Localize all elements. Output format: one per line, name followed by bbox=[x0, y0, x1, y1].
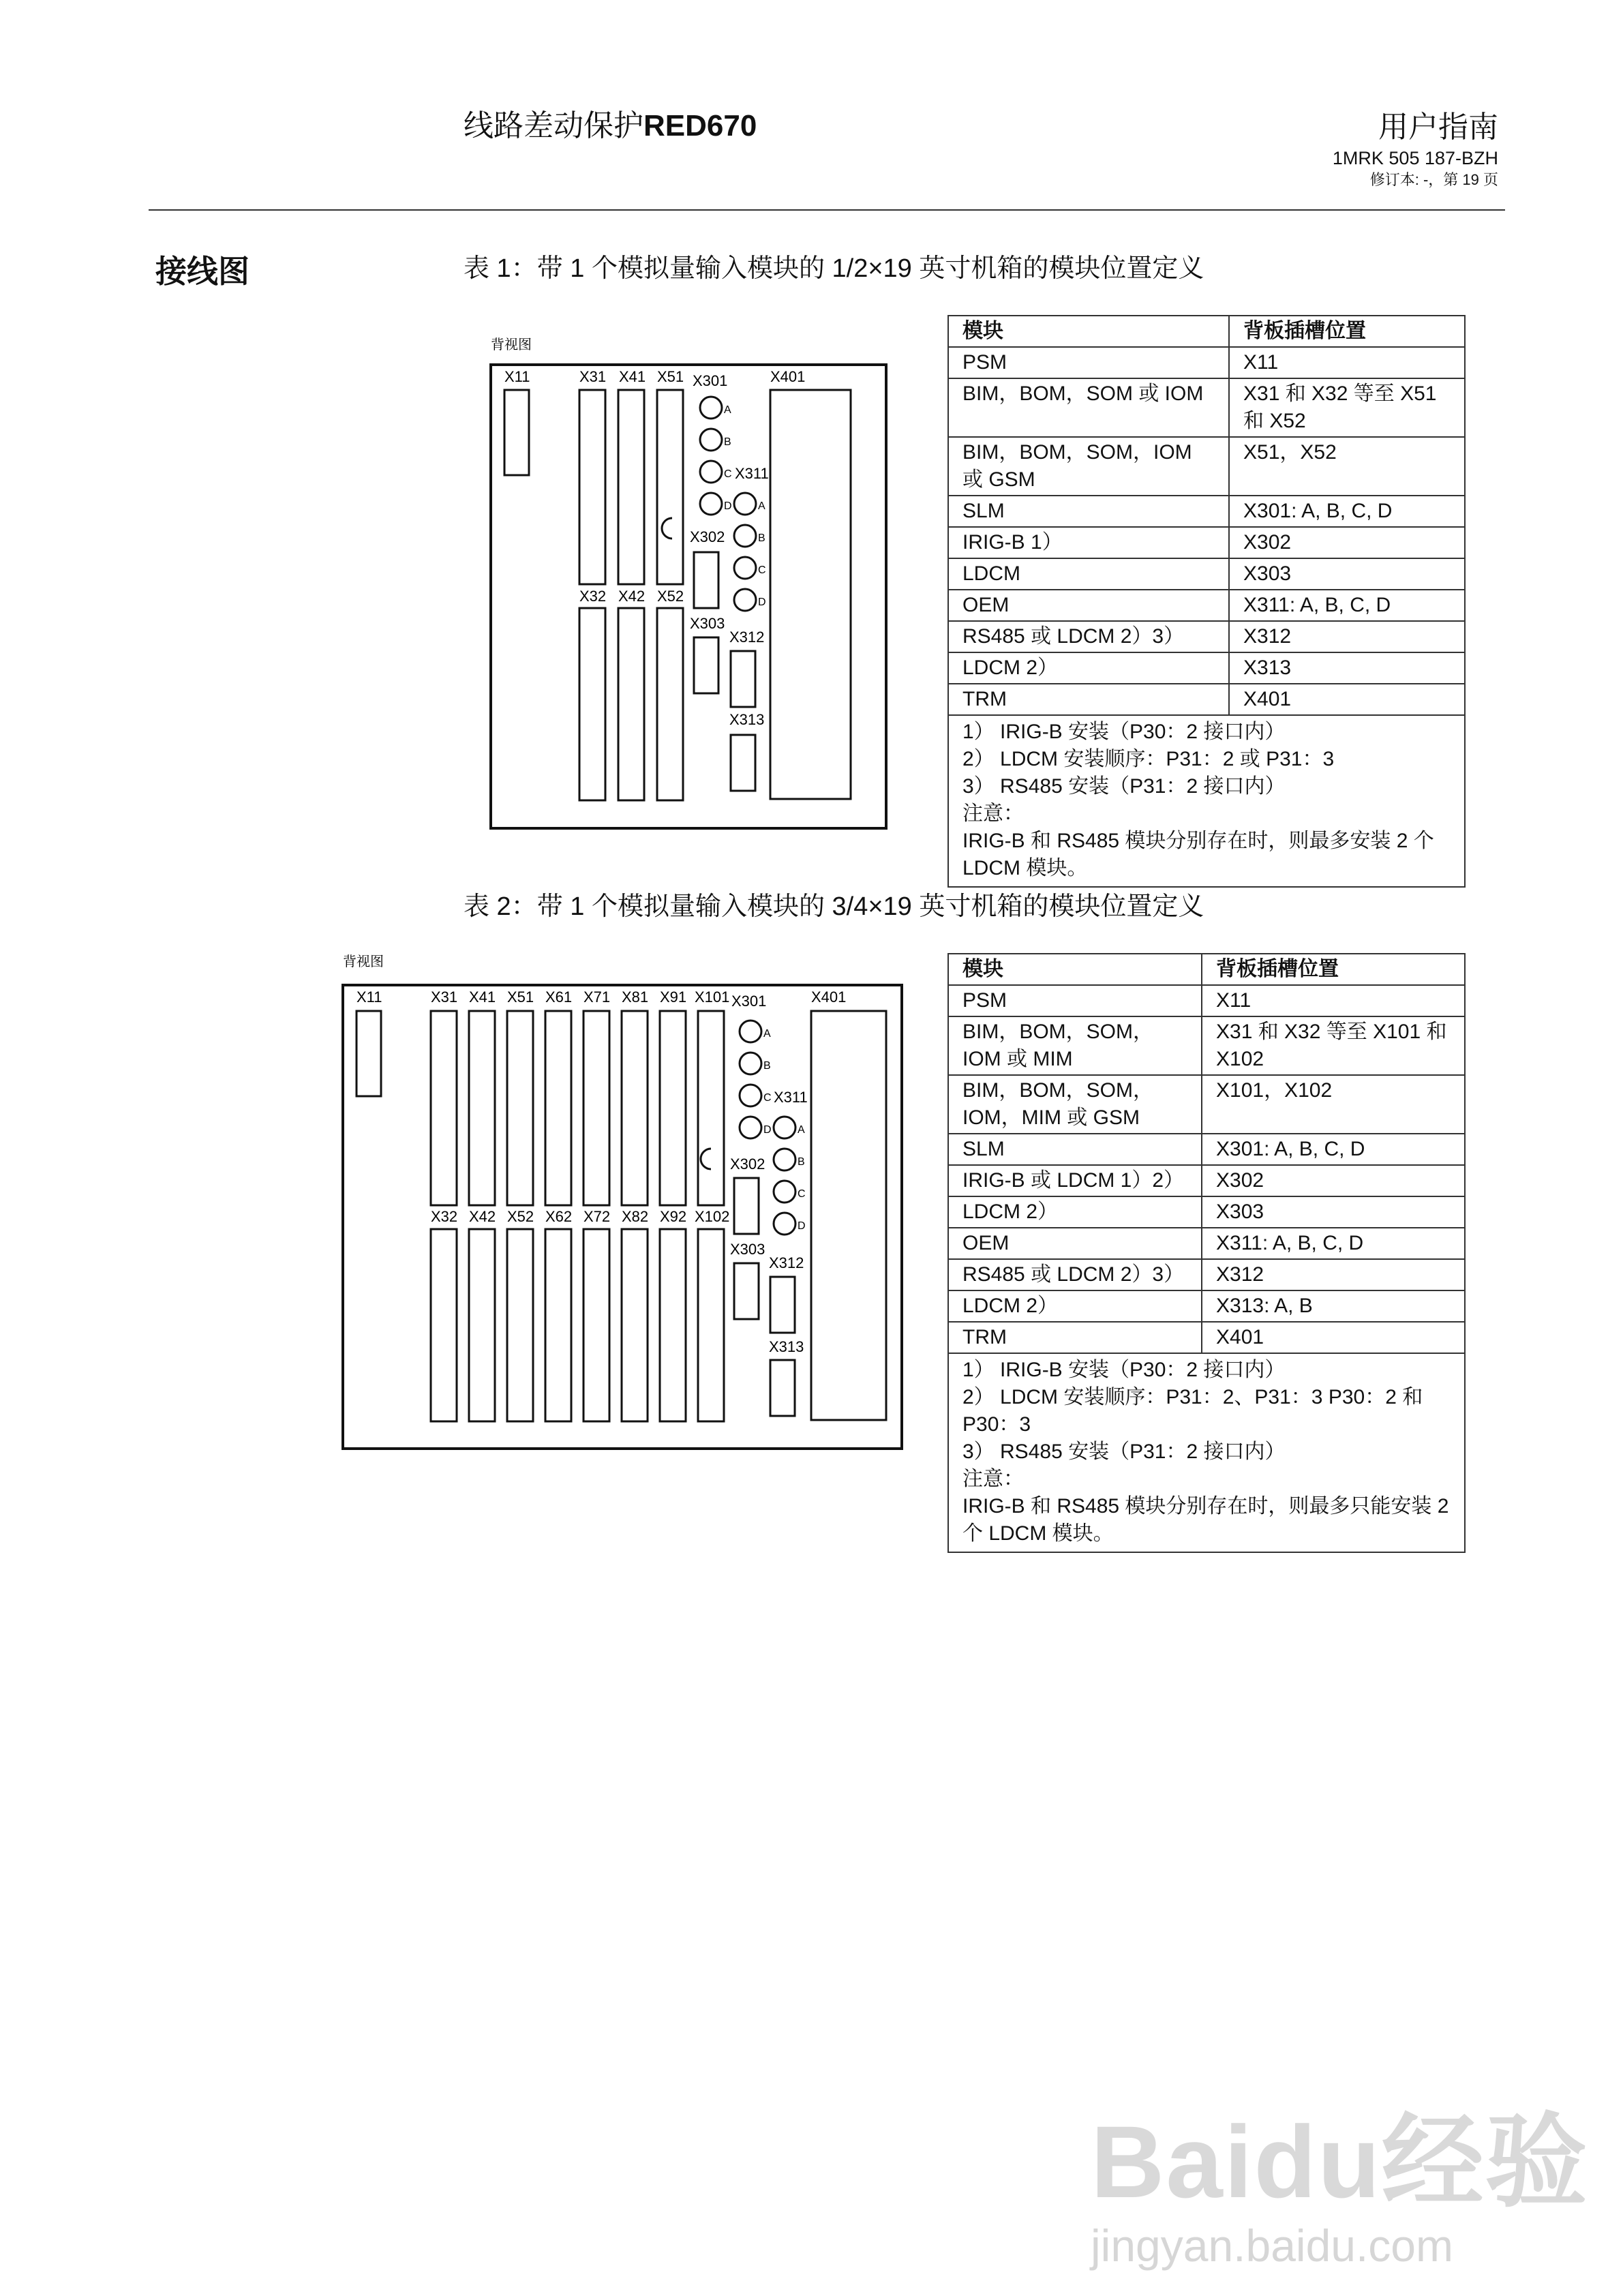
title-model: RED670 bbox=[643, 109, 757, 142]
table-cell: BIM，BOM，SOM，IOM 或 MIM bbox=[948, 1016, 1202, 1075]
slot-label: X91 bbox=[660, 988, 687, 1006]
slot-x302 bbox=[694, 552, 718, 608]
table1 bbox=[947, 315, 1466, 888]
table-row bbox=[948, 527, 1465, 558]
rear-view-label: 背视图 bbox=[343, 954, 384, 969]
table-cell: LDCM 2） bbox=[948, 652, 1229, 684]
table-cell: SLM bbox=[948, 1134, 1202, 1165]
slot-x312 bbox=[731, 651, 755, 707]
slot-label: X11 bbox=[504, 368, 530, 385]
slot-label: X72 bbox=[583, 1208, 611, 1225]
slot-label: X311 bbox=[735, 465, 769, 482]
slot-label: X313 bbox=[729, 711, 765, 728]
slot-label: X52 bbox=[657, 588, 684, 605]
slot-x401 bbox=[770, 390, 851, 799]
slot-x102 bbox=[698, 1229, 724, 1421]
slot-x41 bbox=[469, 1011, 495, 1205]
slot-label: X312 bbox=[729, 629, 765, 646]
slot-label: X102 bbox=[695, 1208, 730, 1225]
slot-label: X81 bbox=[622, 988, 649, 1006]
table-row bbox=[948, 1165, 1465, 1196]
revision-page: 修订本: -，第 19 页 bbox=[1369, 171, 1498, 188]
table-row bbox=[948, 1259, 1465, 1290]
table-cell: X401 bbox=[1202, 1322, 1465, 1353]
slot-label: X302 bbox=[690, 528, 725, 545]
circle-label: D bbox=[763, 1124, 772, 1136]
header-right bbox=[1333, 109, 1498, 190]
table-cell: X31 和 X32 等至 X51 和 X52 bbox=[1229, 378, 1465, 437]
note-text: IRIG-B 和 RS485 模块分别存在时，则最多只能安装 2 个 LDCM 模块。 bbox=[962, 1495, 1449, 1545]
table-cell: X312 bbox=[1229, 621, 1465, 652]
table-cell: X11 bbox=[1202, 985, 1465, 1016]
slot-x82 bbox=[622, 1229, 648, 1421]
table-row bbox=[948, 621, 1465, 652]
slot-label: X101 bbox=[695, 988, 730, 1006]
table-cell: X11 bbox=[1229, 347, 1465, 378]
slot-label: X312 bbox=[769, 1254, 804, 1271]
slot-x312 bbox=[770, 1277, 795, 1333]
slot-x31 bbox=[579, 390, 605, 584]
notes-row bbox=[948, 1353, 1465, 1552]
table-row bbox=[948, 1016, 1465, 1075]
slot-label: X32 bbox=[431, 1208, 458, 1225]
footnote: 2） LDCM 安装顺序：P31：2、P31：3 P30：2 和 P30：3 bbox=[962, 1386, 1423, 1436]
table-cell: X31 和 X32 等至 X101 和 X102 bbox=[1202, 1016, 1465, 1075]
circle-label: C bbox=[758, 564, 766, 576]
rear-view-diagram-1 bbox=[477, 334, 913, 839]
circle-label: C bbox=[724, 468, 732, 480]
user-guide-label: 用户指南 bbox=[1378, 110, 1498, 144]
slot-label: X62 bbox=[545, 1208, 573, 1225]
slot-label: X302 bbox=[730, 1155, 765, 1173]
slot-x42 bbox=[618, 608, 644, 800]
table-cell: X101，X102 bbox=[1202, 1075, 1465, 1134]
slot-label: X51 bbox=[657, 368, 684, 385]
rear-view-diagram-2 bbox=[337, 951, 917, 1462]
title-prefix: 线路差动保护 bbox=[464, 109, 643, 142]
slot-label: X82 bbox=[622, 1208, 649, 1225]
table-cell: RS485 或 LDCM 2）3） bbox=[948, 621, 1229, 652]
slot-label: X301 bbox=[693, 372, 728, 389]
slot-label: X301 bbox=[731, 993, 767, 1010]
circle-label: A bbox=[763, 1028, 771, 1040]
footnote: 3） RS485 安装（P31：2 接口内） bbox=[962, 775, 1286, 798]
slot-x101 bbox=[698, 1011, 724, 1205]
table-row bbox=[948, 1196, 1465, 1228]
slot-x81 bbox=[622, 1011, 648, 1205]
slot-label: X52 bbox=[507, 1208, 534, 1225]
footnote: 3） RS485 安装（P31：2 接口内） bbox=[962, 1440, 1286, 1463]
header-divider bbox=[149, 209, 1505, 211]
baidu-watermark bbox=[1091, 2079, 1589, 2271]
circle-label: A bbox=[758, 500, 765, 512]
slot-x91 bbox=[660, 1011, 686, 1205]
slot-label: X41 bbox=[619, 368, 646, 385]
table-row bbox=[948, 378, 1465, 437]
slot-label: X51 bbox=[507, 988, 534, 1006]
slot-label: X11 bbox=[357, 988, 382, 1006]
slot-x92 bbox=[660, 1229, 686, 1421]
table-row bbox=[948, 652, 1465, 684]
slot-label: X41 bbox=[469, 988, 496, 1006]
table2 bbox=[947, 953, 1466, 1553]
table-row bbox=[948, 1134, 1465, 1165]
note-heading: 注意： bbox=[962, 1468, 1024, 1490]
table-row bbox=[948, 347, 1465, 378]
slot-x52 bbox=[657, 608, 683, 800]
slot-x42 bbox=[469, 1229, 495, 1421]
table-cell: X302 bbox=[1202, 1165, 1465, 1196]
slot-x401 bbox=[811, 1011, 886, 1420]
notes-cell bbox=[948, 715, 1465, 887]
slot-label: X31 bbox=[579, 368, 607, 385]
table-header-row bbox=[948, 954, 1465, 985]
table-cell: X311: A, B, C, D bbox=[1229, 590, 1465, 621]
footnote: 2） LDCM 安装顺序：P31：2 或 P31：3 bbox=[962, 748, 1335, 770]
table-cell: BIM，BOM，SOM，IOM 或 GSM bbox=[948, 437, 1229, 496]
table-cell: PSM bbox=[948, 985, 1202, 1016]
slot-x313 bbox=[731, 735, 755, 791]
table1-caption: 表 1：带 1 个模拟量输入模块的 1/2×19 英寸机箱的模块位置定义 bbox=[464, 254, 1204, 283]
circle-label: C bbox=[763, 1092, 772, 1104]
slot-x41 bbox=[618, 390, 644, 584]
table-cell: OEM bbox=[948, 590, 1229, 621]
slot-label: X61 bbox=[545, 988, 573, 1006]
document-title bbox=[464, 101, 757, 145]
table-cell: PSM bbox=[948, 347, 1229, 378]
slot-label: X303 bbox=[690, 615, 725, 632]
slot-x302 bbox=[734, 1178, 759, 1234]
table-row bbox=[948, 1075, 1465, 1134]
slot-x71 bbox=[583, 1011, 609, 1205]
table-cell: IRIG-B 1） bbox=[948, 527, 1229, 558]
circle-label: D bbox=[798, 1220, 806, 1232]
circle-label: B bbox=[758, 532, 765, 544]
circle-label: B bbox=[724, 436, 731, 448]
document-number: 1MRK 505 187-BZH bbox=[1332, 148, 1498, 168]
circle-label: D bbox=[758, 596, 766, 608]
circle-label: A bbox=[724, 404, 731, 416]
table-row bbox=[948, 1290, 1465, 1322]
table-row bbox=[948, 1228, 1465, 1259]
table-row bbox=[948, 590, 1465, 621]
slot-label: X311 bbox=[774, 1089, 808, 1106]
table-row bbox=[948, 985, 1465, 1016]
header-cell: 模块 bbox=[948, 954, 1202, 985]
slot-x32 bbox=[579, 608, 605, 800]
footnote: 1） IRIG-B 安装（P30：2 接口内） bbox=[962, 721, 1286, 743]
slot-label: X31 bbox=[431, 988, 458, 1006]
rear-view-label: 背视图 bbox=[491, 337, 532, 352]
slot-x72 bbox=[583, 1229, 609, 1421]
header-cell: 背板插槽位置 bbox=[1229, 316, 1465, 347]
circle-label: C bbox=[798, 1188, 806, 1200]
slot-x51 bbox=[507, 1011, 533, 1205]
slot-label: X401 bbox=[811, 988, 847, 1006]
slot-label: X92 bbox=[660, 1208, 687, 1225]
slot-x62 bbox=[545, 1229, 571, 1421]
slot-x31 bbox=[431, 1011, 457, 1205]
table-cell: X51，X52 bbox=[1229, 437, 1465, 496]
table-row bbox=[948, 684, 1465, 715]
note-text: IRIG-B 和 RS485 模块分别存在时，则最多安装 2 个 LDCM 模块。 bbox=[962, 830, 1434, 879]
slot-label: X42 bbox=[618, 588, 646, 605]
table-row bbox=[948, 496, 1465, 527]
slot-label: X401 bbox=[770, 368, 806, 385]
circle-label: B bbox=[763, 1060, 771, 1072]
slot-x11 bbox=[504, 390, 529, 475]
circle-label: B bbox=[798, 1156, 805, 1168]
table-row bbox=[948, 558, 1465, 590]
slot-x11 bbox=[357, 1011, 381, 1096]
table2-caption: 表 2：带 1 个模拟量输入模块的 3/4×19 英寸机箱的模块位置定义 bbox=[464, 892, 1204, 921]
table-cell: OEM bbox=[948, 1228, 1202, 1259]
table-cell: X401 bbox=[1229, 684, 1465, 715]
slot-label: X32 bbox=[579, 588, 607, 605]
slot-x313 bbox=[770, 1360, 795, 1416]
table-cell: BIM，BOM，SOM 或 IOM bbox=[948, 378, 1229, 437]
table-cell: X313: A, B bbox=[1202, 1290, 1465, 1322]
table-cell: RS485 或 LDCM 2）3） bbox=[948, 1259, 1202, 1290]
table-cell: X303 bbox=[1229, 558, 1465, 590]
table-cell: X313 bbox=[1229, 652, 1465, 684]
notes-row bbox=[948, 715, 1465, 887]
table-cell: LDCM bbox=[948, 558, 1229, 590]
watermark-url: jingyan.baidu.com bbox=[1091, 2220, 1453, 2271]
slot-x61 bbox=[545, 1011, 571, 1205]
table-cell: X311: A, B, C, D bbox=[1202, 1228, 1465, 1259]
header-cell: 模块 bbox=[948, 316, 1229, 347]
table-header-row bbox=[948, 316, 1465, 347]
table-cell: TRM bbox=[948, 1322, 1202, 1353]
header-cell: 背板插槽位置 bbox=[1202, 954, 1465, 985]
slot-x303 bbox=[734, 1263, 759, 1319]
section-title: 接线图 bbox=[155, 254, 249, 289]
circle-label: A bbox=[798, 1124, 805, 1136]
slot-label: X303 bbox=[730, 1241, 765, 1258]
table-cell: LDCM 2） bbox=[948, 1290, 1202, 1322]
slot-x52 bbox=[507, 1229, 533, 1421]
slot-label: X42 bbox=[469, 1208, 496, 1225]
note-heading: 注意： bbox=[962, 802, 1024, 825]
table-row bbox=[948, 1322, 1465, 1353]
slot-x32 bbox=[431, 1229, 457, 1421]
table-cell: X301: A, B, C, D bbox=[1229, 496, 1465, 527]
table-cell: X302 bbox=[1229, 527, 1465, 558]
table-cell: X303 bbox=[1202, 1196, 1465, 1228]
footnote: 1） IRIG-B 安装（P30：2 接口内） bbox=[962, 1359, 1286, 1381]
slot-label: X71 bbox=[583, 988, 611, 1006]
table-row bbox=[948, 437, 1465, 496]
table-cell: X312 bbox=[1202, 1259, 1465, 1290]
notes-cell bbox=[948, 1353, 1465, 1552]
slot-x51 bbox=[657, 390, 683, 584]
watermark-brand: Baidu经验 bbox=[1091, 2104, 1589, 2219]
table-cell: TRM bbox=[948, 684, 1229, 715]
table-cell: BIM，BOM，SOM，IOM，MIM 或 GSM bbox=[948, 1075, 1202, 1134]
slot-label: X313 bbox=[769, 1338, 804, 1355]
table-cell: SLM bbox=[948, 496, 1229, 527]
table-cell: LDCM 2） bbox=[948, 1196, 1202, 1228]
table-cell: X301: A, B, C, D bbox=[1202, 1134, 1465, 1165]
table-cell: IRIG-B 或 LDCM 1）2） bbox=[948, 1165, 1202, 1196]
slot-x303 bbox=[694, 637, 718, 693]
circle-label: D bbox=[724, 500, 732, 512]
